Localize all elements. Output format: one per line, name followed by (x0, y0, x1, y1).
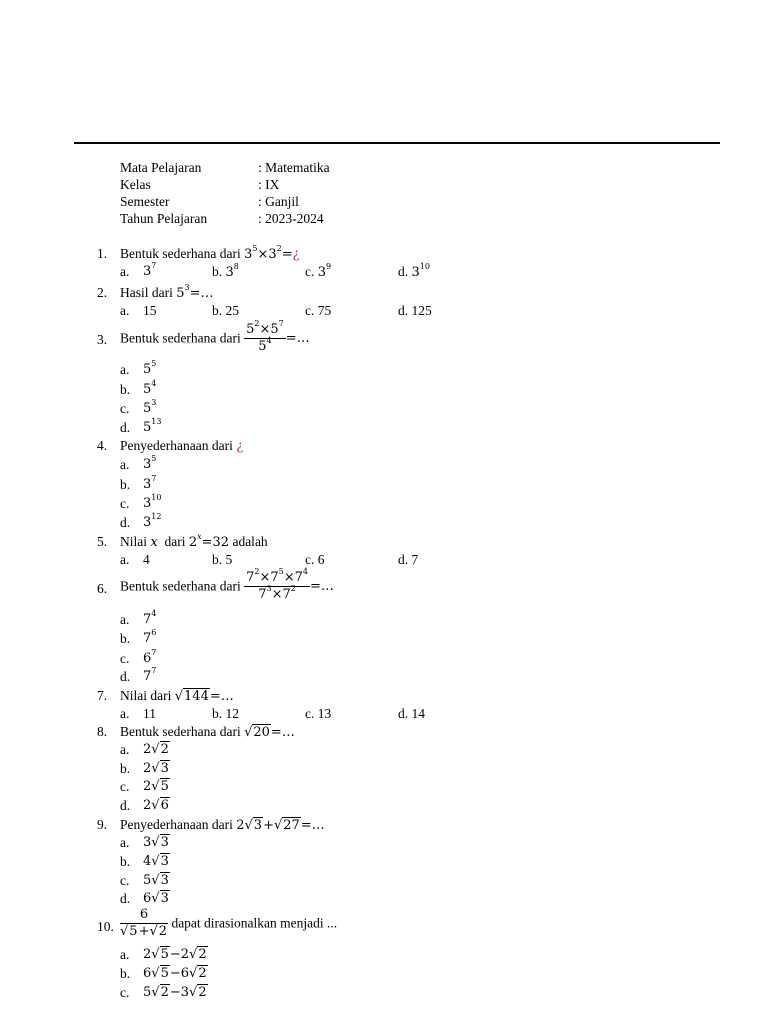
q9-opt-b: b. (120, 854, 131, 869)
q10-opt-b: b. (120, 966, 131, 981)
q4-stem: Penyederhanaan dari ¿ (120, 438, 244, 454)
q9-opt-a: a. (120, 835, 130, 850)
q5-opt-a-value: 4 (143, 552, 150, 567)
q3-opt-d: d. (120, 420, 131, 435)
q9-opt-b-value: 4√3 (143, 854, 169, 869)
q4-opt-a-value: $3^5$ (143, 454, 157, 472)
header-label-year: Tahun Pelajaran (120, 211, 208, 226)
q9-opt-c-value: 5√3 (143, 873, 169, 888)
q2-stem: Hasil dari $5^3=\dots$ (120, 283, 214, 301)
q8-opt-c-value: 2√5 (143, 779, 169, 794)
q5-opt-c: c. 6 (305, 552, 325, 567)
q8-opt-a: a. (120, 742, 130, 757)
q2-opt-d: d. 125 (398, 303, 432, 318)
q9-opt-d-value: 6√3 (143, 891, 169, 906)
q3-opt-c: c. (120, 401, 130, 416)
q5-stem: Nilai x dari $2^x=32$ adalah (120, 532, 268, 550)
header-rule (74, 142, 720, 144)
q9-opt-d: d. (120, 891, 131, 906)
q6-fraction: $\frac{7^2\times 7^5\times 7^4}{7^3\times 7^2}$ (246, 567, 308, 602)
q8-opt-d-value: 2√6 (143, 798, 169, 813)
q8-opt-a-value: 2√2 (143, 742, 169, 757)
q6-opt-d-value: $7^7$ (143, 666, 157, 684)
header-value-semester: : Ganjil (258, 194, 299, 209)
q9-opt-a-value: 3√3 (143, 835, 169, 850)
q6-opt-a: a. (120, 612, 130, 627)
q7-opt-a: a. (120, 706, 130, 721)
q8-stem: Bentuk sederhana dari √20=… (120, 724, 295, 740)
q4-opt-d-value: $3^{12}$ (143, 512, 162, 530)
q10-stem: $\frac{6}{√5+√2}$ dapat dirasionalkan menjadi ... (120, 907, 338, 939)
q9-number: 9. (97, 817, 108, 832)
q3-stem: Bentuk sederhana dari $\frac{5^2\times 5^7}{5^4}$ =… (120, 319, 310, 354)
q2-opt-a: a. (120, 303, 130, 318)
q1-opt-c: c. $3^9$ (305, 262, 332, 280)
q3-fraction: $\frac{5^2\times 5^7}{5^4}$ (246, 319, 284, 354)
q10-opt-c-value: 5√2−3√2 (143, 985, 207, 1000)
q3-opt-b: b. (120, 382, 131, 397)
q8-opt-b-value: 2√3 (143, 761, 169, 776)
q4-opt-d: d. (120, 515, 131, 530)
header-value-year: : 2023-2024 (258, 211, 324, 226)
q5-number: 5. (97, 534, 108, 549)
q6-opt-c: c. (120, 651, 130, 666)
q3-opt-a: a. (120, 362, 130, 377)
q6-opt-b-value: $7^6$ (143, 628, 157, 646)
q3-opt-b-value: $5^4$ (143, 379, 157, 397)
q8-number: 8. (97, 724, 108, 739)
header-label-subject: Mata Pelajaran (120, 160, 202, 175)
q6-stem: Bentuk sederhana dari $\frac{7^2\times 7^5\times 7^4}{7^3\times 7^2}$ =… (120, 567, 334, 602)
q2-opt-a-value: 15 (143, 303, 157, 318)
q6-opt-a-value: $7^4$ (143, 609, 157, 627)
q5-opt-d: d. 7 (398, 552, 419, 567)
q8-opt-d: d. (120, 798, 131, 813)
q8-opt-c: c. (120, 779, 130, 794)
q10-fraction: $\frac{6}{√5+√2}$ (120, 907, 168, 939)
q1-opt-b: b. $3^8$ (212, 262, 239, 280)
q1-text: Bentuk sederhana dari (120, 246, 241, 261)
header-value-subject: : Matematika (258, 160, 330, 175)
header-label-semester: Semester (120, 194, 170, 209)
q7-number: 7. (97, 688, 108, 703)
q8-opt-b: b. (120, 761, 131, 776)
q4-opt-c-value: $3^{10}$ (143, 493, 162, 511)
q10-number: 10. (97, 919, 114, 934)
q1-opt-d: d. $3^{10}$ (398, 262, 430, 280)
q1-stem (120, 246, 300, 263)
q7-opt-d: d. 14 (398, 706, 425, 721)
q10-opt-b-value: 6√5−6√2 (143, 966, 207, 981)
q3-opt-d-value: $5^{13}$ (143, 417, 162, 435)
q7-opt-b: b. 12 (212, 706, 239, 721)
q5-opt-a: a. (120, 552, 130, 567)
q10-opt-c: c. (120, 985, 130, 1000)
q4-number: 4. (97, 438, 108, 453)
q1-opt-a: a. (120, 264, 130, 279)
q3-opt-c-value: $5^3$ (143, 398, 157, 416)
q6-opt-b: b. (120, 631, 131, 646)
q9-opt-c: c. (120, 873, 130, 888)
q7-stem: Nilai dari √144=… (120, 688, 234, 704)
q4-opt-b: b. (120, 477, 131, 492)
q4-opt-c: c. (120, 496, 130, 511)
header-label-class: Kelas (120, 177, 151, 192)
q7-opt-c: c. 13 (305, 706, 332, 721)
q2-opt-b: b. 25 (212, 303, 239, 318)
q7-opt-a-value: 11 (143, 706, 156, 721)
q10-opt-a: a. (120, 947, 130, 962)
q2-opt-c: c. 75 (305, 303, 332, 318)
q5-opt-b: b. 5 (212, 552, 233, 567)
q3-opt-a-value: $5^5$ (143, 359, 157, 377)
q4-opt-a: a. (120, 457, 130, 472)
q1-number: 1. (97, 246, 108, 261)
q6-number: 6. (97, 581, 108, 596)
q10-opt-a-value: 2√5−2√2 (143, 947, 207, 962)
q3-number: 3. (97, 332, 108, 347)
q1-expression: $3^5\times 3^2=¿$ (244, 244, 300, 262)
q6-opt-c-value: $6^7$ (143, 648, 157, 666)
q9-stem: Penyederhanaan dari 2√3+√27=… (120, 817, 325, 833)
q1-opt-a-value: $3^7$ (143, 261, 157, 279)
header-value-class: : IX (258, 177, 280, 192)
q2-number: 2. (97, 285, 108, 300)
q4-opt-b-value: $3^7$ (143, 474, 157, 492)
q6-opt-d: d. (120, 669, 131, 684)
